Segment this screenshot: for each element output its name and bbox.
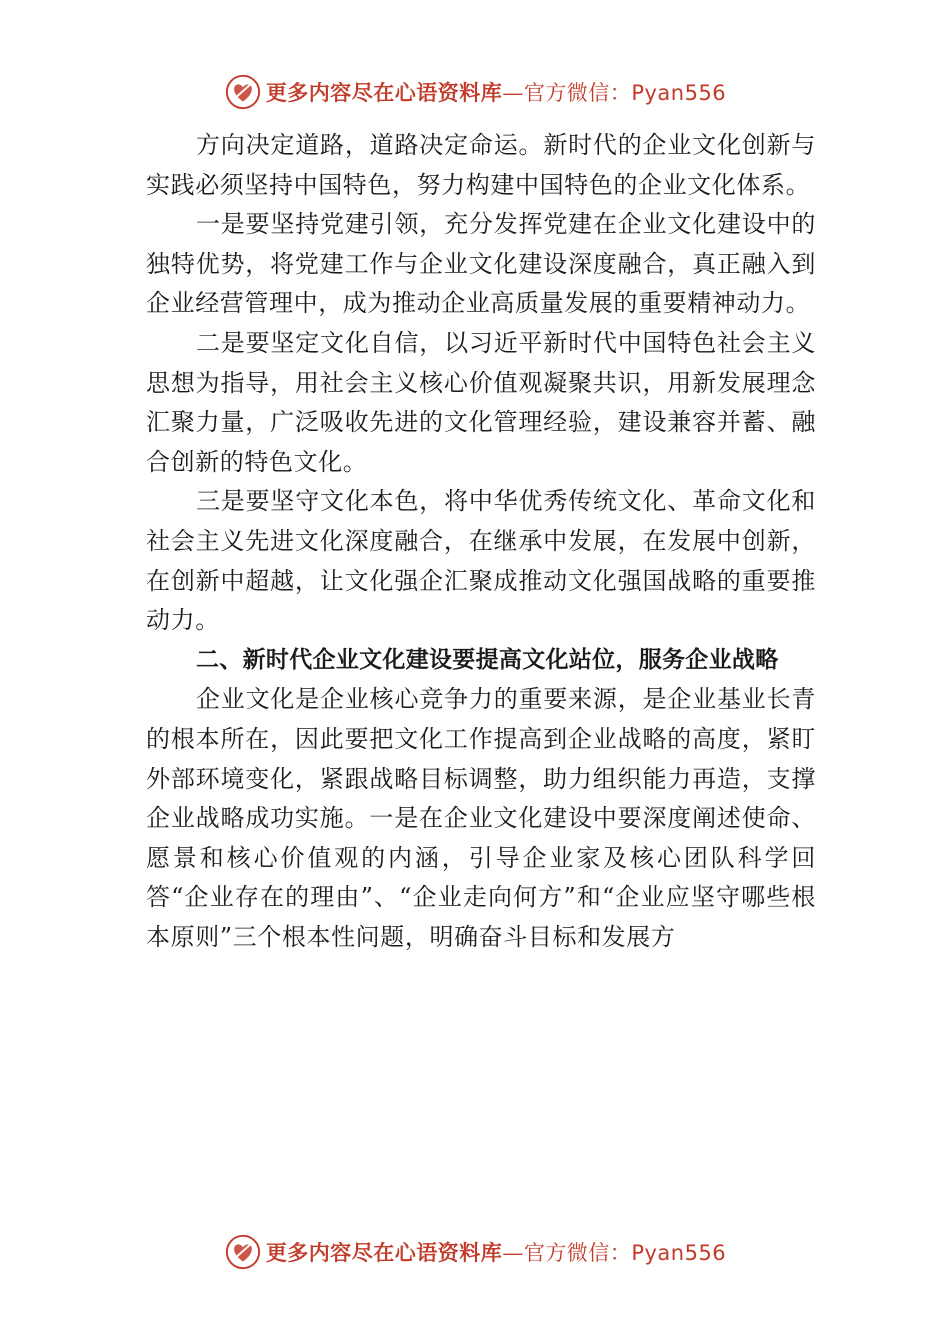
header-watermark (0, 70, 950, 114)
document-body (146, 126, 816, 957)
watermark-dash: — (502, 1241, 524, 1265)
heart-stamp-icon (224, 1233, 262, 1271)
watermark-text (266, 1237, 726, 1267)
watermark-suffix: 官方微信： (523, 1241, 632, 1265)
watermark-suffix: 官方微信： (523, 81, 632, 105)
watermark-text (266, 77, 726, 107)
watermark-handle: Pyan556 (631, 81, 727, 105)
heart-stamp-icon (224, 73, 262, 111)
paragraph-4: 三是要坚守文化本色，将中华优秀传统文化、革命文化和社会主义先进文化深度融合，在继承中发展，在发展中创新，在创新中超越，让文化强企汇聚成推动文化强国战略的重要推动力。 (146, 487, 816, 635)
watermark-prefix: 更多内容尽在心语资料库 (265, 80, 503, 105)
watermark-prefix: 更多内容尽在心语资料库 (265, 1240, 503, 1265)
paragraph-2: 一是要坚持党建引领，充分发挥党建在企业文化建设中的独特优势，将党建工作与企业文化建设深度融合，真正融入到企业经营管理中，成为推动企业高质量发展的重要精神动力。 (146, 210, 816, 318)
section-heading: 二、新时代企业文化建设要提高文化站位，服务企业战略 (196, 646, 779, 673)
watermark-dash: — (502, 81, 524, 105)
watermark-handle: Pyan556 (631, 1241, 727, 1265)
paragraph-3: 二是要坚定文化自信，以习近平新时代中国特色社会主义思想为指导，用社会主义核心价值观凝聚共识，用新发展理念汇聚力量，广泛吸收先进的文化管理经验，建设兼容并蓄、融合创新的特色文化。 (146, 328, 816, 476)
paragraph-5: 企业文化是企业核心竞争力的重要来源，是企业基业长青的根本所在，因此要把文化工作提高到企业战略的高度，紧盯外部环境变化，紧跟战略目标调整，助力组织能力再造，支撑企业战略成功实施。一是在企业文化建设中要深度阐述使命、愿景和核心价值观的内涵，引导企业家及核心团队科学回答“企业存在的理由”、“企业走向何方”和“企业应坚守哪些根本原则”三个根本性问题，明确奋斗目标和发展方 (146, 685, 816, 951)
paragraph-1: 方向决定道路，道路决定命运。新时代的企业文化创新与实践必须坚持中国特色，努力构建中国特色的企业文化体系。 (146, 131, 816, 199)
footer-watermark (0, 1230, 950, 1274)
